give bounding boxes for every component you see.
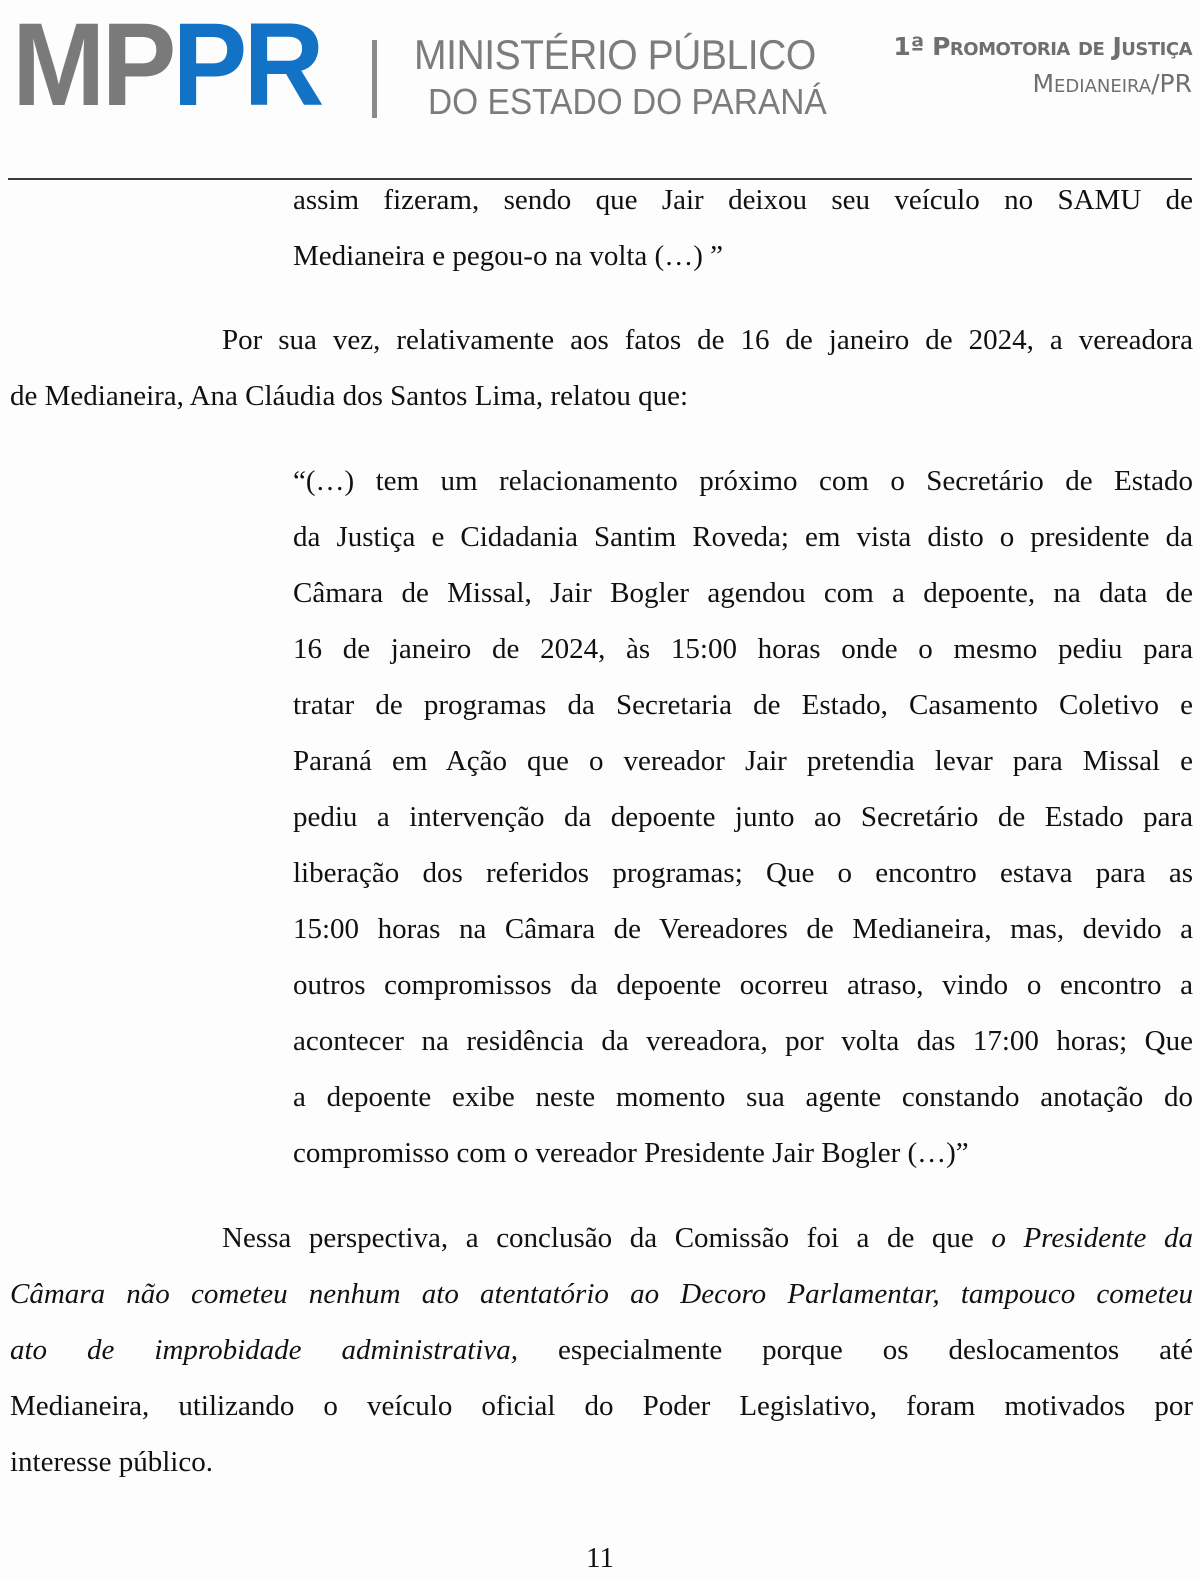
text-line: Medianeira e pegou-o na volta (…) ” bbox=[293, 240, 723, 272]
text-italic: Câmara não cometeu nenhum ato atentatório ao Decoro Parlamentar, tampouco cometeu bbox=[10, 1278, 1193, 1310]
text-line: compromisso com o vereador Presidente Jair Bogler (…)” bbox=[293, 1137, 969, 1169]
text-line bbox=[10, 1210, 1193, 1266]
text-line: 16 de janeiro de 2024, às 15:00 horas onde o mesmo pediu para bbox=[293, 633, 1193, 665]
paragraph-conclusion bbox=[10, 1210, 1193, 1490]
logo-mp: MP bbox=[12, 0, 173, 131]
office-heading bbox=[893, 34, 1192, 96]
text-line: Por sua vez, relativamente aos fatos de 16 de janeiro de 2024, a vereadora bbox=[222, 324, 1193, 356]
text-line: Câmara de Missal, Jair Bogler agendou com a depoente, na data de bbox=[293, 577, 1193, 609]
text-plain: especialmente porque os deslocamentos até bbox=[517, 1334, 1193, 1366]
text-italic: ato de improbidade administrativa, bbox=[10, 1334, 518, 1366]
text-line: Paraná em Ação que o vereador Jair pretendia levar para Missal e bbox=[293, 745, 1193, 777]
text-line: de Medianeira, Ana Cláudia dos Santos Lima, relatou que: bbox=[10, 380, 689, 412]
paragraph-intro bbox=[10, 312, 1193, 424]
text-line: pediu a intervenção da depoente junto ao Secretário de Estado para bbox=[293, 801, 1193, 833]
testimony-quote bbox=[293, 453, 1193, 1181]
text-italic: o Presidente da bbox=[991, 1222, 1193, 1254]
text-line: a depoente exibe neste momento sua agente constando anotação do bbox=[293, 1081, 1193, 1113]
page-number: 11 bbox=[586, 1542, 614, 1574]
text-line: tratar de programas da Secretaria de Estado, Casamento Coletivo e bbox=[293, 689, 1193, 721]
logo-wordmark bbox=[12, 0, 321, 131]
logo-pr: PR bbox=[172, 0, 321, 131]
logo-ministerio-publico: MINISTÉRIO PÚBLICO bbox=[414, 31, 816, 78]
office-location: Medianeira/PR bbox=[1032, 69, 1192, 98]
quote-continuation bbox=[293, 172, 1193, 284]
text-line: liberação dos referidos programas; Que o encontro estava para as bbox=[293, 857, 1193, 889]
text-line: 15:00 horas na Câmara de Vereadores de Medianeira, mas, devido a bbox=[293, 913, 1193, 945]
text-plain: Nessa perspectiva, a conclusão da Comissão foi a de que bbox=[222, 1222, 992, 1254]
text-line: acontecer na residência da vereadora, por volta das 17:00 horas; Que bbox=[293, 1025, 1193, 1057]
text-line: “(…) tem um relacionamento próximo com o Secretário de Estado bbox=[293, 465, 1193, 497]
logo-divider bbox=[372, 40, 377, 118]
text-line: da Justiça e Cidadania Santim Roveda; em vista disto o presidente da bbox=[293, 521, 1193, 553]
text-line: interesse público. bbox=[10, 1446, 213, 1478]
office-name: 1ª Promotoria de Justiça bbox=[893, 32, 1192, 61]
text-line: outros compromissos da depoente ocorreu atraso, vindo o encontro a bbox=[293, 969, 1193, 1001]
logo-estado-parana: DO ESTADO DO PARANÁ bbox=[428, 81, 827, 122]
text-line bbox=[10, 1266, 1193, 1322]
text-line bbox=[10, 1322, 1193, 1378]
text-line: Medianeira, utilizando o veículo oficial do Poder Legislativo, foram motivados por bbox=[10, 1390, 1193, 1422]
text-line: assim fizeram, sendo que Jair deixou seu veículo no SAMU de bbox=[293, 184, 1193, 216]
